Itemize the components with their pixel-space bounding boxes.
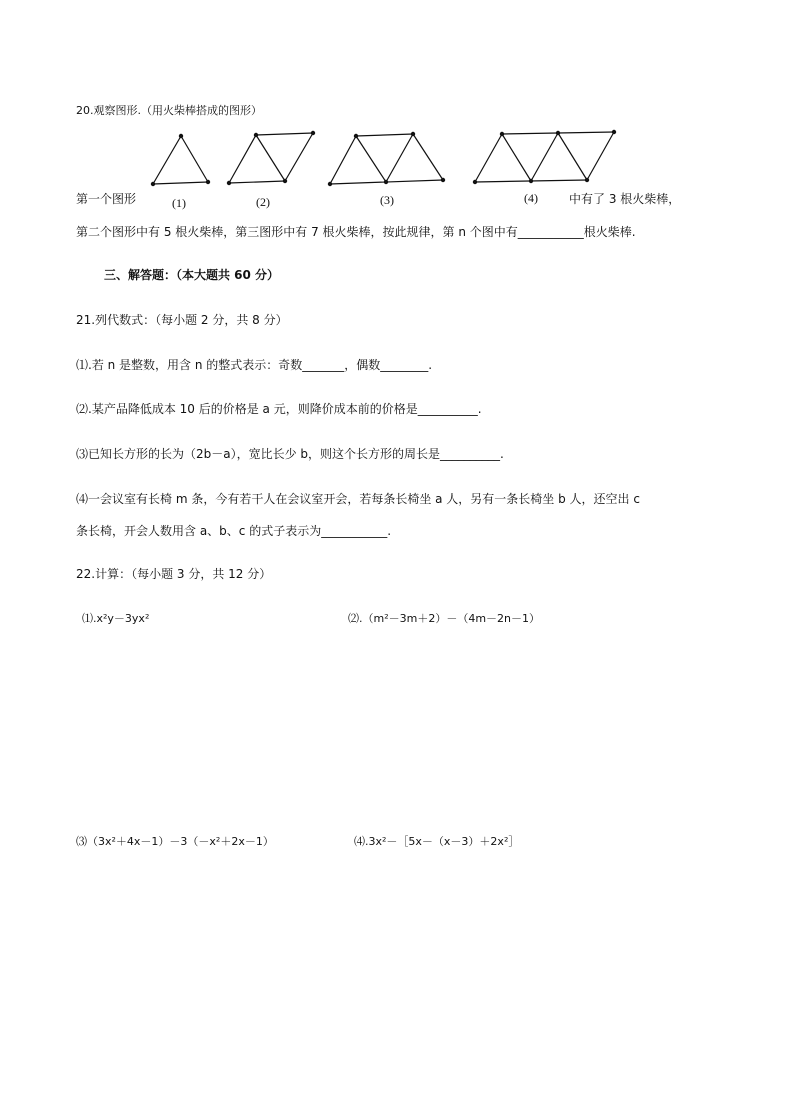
figure-2-label: (2) bbox=[256, 195, 270, 209]
figure-1-triangle bbox=[153, 136, 208, 184]
q21-part3: ⑶已知长方形的长为（2b－a），宽比长少 b，则这个长方形的周长是__________. bbox=[76, 447, 504, 461]
q22-title: 22.计算：（每小题 3 分，共 12 分） bbox=[76, 567, 272, 581]
q22-part4: ⑷.3x²－［5x－（x－3）＋2x²］ bbox=[354, 835, 520, 848]
q21-part4-line2: 条长椅，开会人数用含 a、b、c 的式子表示为___________. bbox=[76, 524, 392, 538]
figure-4-parallelogram bbox=[475, 132, 614, 182]
figure-4-label: (4) bbox=[524, 191, 538, 205]
q20-title: 20.观察图形.（用火柴棒搭成的图形） bbox=[76, 104, 262, 117]
figure-1-label: (1) bbox=[172, 196, 186, 210]
q22-part1: ⑴.x²y－3yx² bbox=[82, 612, 150, 625]
matchstick-figures bbox=[0, 0, 790, 220]
q21-part2: ⑵.某产品降低成本 10 后的价格是 a 元，则降价成本前的价格是__________. bbox=[76, 402, 482, 416]
q20-line1-right: 中有了 3 根火柴棒， bbox=[569, 192, 681, 206]
section-3-heading: 三、解答题：（本大题共 60 分） bbox=[104, 268, 280, 282]
q20-line2: 第二个图形中有 5 根火柴棒，第三图形中有 7 根火柴棒，按此规律，第 n 个图中有___________根火柴棒. bbox=[76, 225, 636, 239]
q21-part1: ⑴.若 n 是整数，用含 n 的整式表示：奇数_______，偶数________. bbox=[76, 358, 433, 372]
q21-title: 21.列代数式：（每小题 2 分，共 8 分） bbox=[76, 313, 288, 327]
q22-part3: ⑶（3x²＋4x－1）－3（－x²＋2x－1） bbox=[76, 835, 274, 848]
figure-3-trapezoid bbox=[330, 134, 443, 184]
q21-part4-line1: ⑷一会议室有长椅 m 条，今有若干人在会议室开会，若每条长椅坐 a 人，另有一条长椅坐 b 人，还空出 c bbox=[76, 492, 640, 506]
q20-line1-left: 第一个图形 bbox=[76, 192, 137, 206]
figure-2-parallelogram bbox=[229, 133, 313, 183]
q22-part2: ⑵.（m²－3m＋2）－（4m－2n－1） bbox=[348, 612, 541, 625]
figure-3-label: (3) bbox=[380, 193, 394, 207]
